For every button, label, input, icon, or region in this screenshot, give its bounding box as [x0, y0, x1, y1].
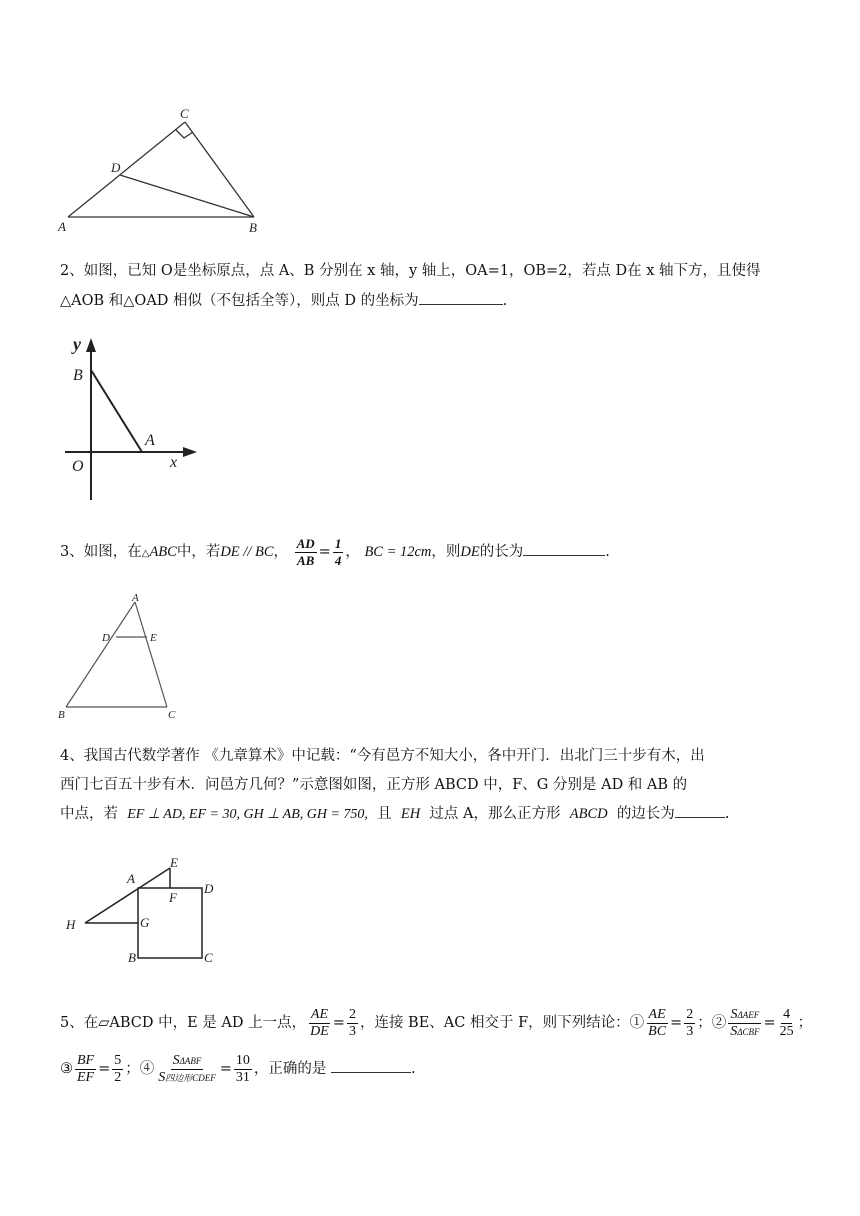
q5-mid: ，连接 BE、AC 相交于 F，则下列结论：① [359, 1015, 645, 1031]
fraction-area-aef-cbf: $\frac{\text{SΔAEF}}{\text{SΔCBF}}$ [730, 1006, 760, 1039]
q4-eh: EH [400, 806, 421, 822]
segment-ba [91, 370, 142, 452]
q3-tail: ，则 [431, 544, 461, 560]
q4-text-g: 的边长为 [616, 806, 675, 822]
label-d: D [102, 632, 110, 644]
q3-mid: 中，若 [176, 544, 221, 560]
right-angle-mark [176, 130, 193, 138]
q3-parallel: DE // BC [220, 544, 274, 560]
figure-3-triangle [50, 590, 200, 725]
fraction-ae-bc: $\frac{AE}{BC}$ [648, 1006, 667, 1039]
label-b: B [128, 950, 136, 965]
label-e: E [150, 632, 157, 644]
label-c: C [180, 106, 189, 121]
fraction-five-halves: $\frac{5}{2}$ [114, 1052, 122, 1085]
label-g: G [140, 915, 150, 930]
question-4-line-1: 4、我国古代数学著作 《九章算术》中记载：“今有邑方不知大小，各中开门．出北门三十步有木，出 [60, 748, 705, 764]
q5-sep2: ；② [697, 1015, 727, 1031]
period: . [605, 544, 610, 560]
answer-blank[interactable] [419, 288, 503, 305]
q5-tail: ，正确的是 [253, 1061, 327, 1077]
q3-eq: = [318, 544, 331, 560]
q5-prefix: 5、在▱ABCD 中，E 是 AD 上一点， [60, 1015, 307, 1031]
question-4-line-3 [60, 800, 805, 829]
q4-text-a: 中点，若 [60, 806, 118, 822]
segment-ab [66, 602, 135, 707]
fraction-one-quarter: $\frac{1}{4}$ [334, 535, 342, 568]
segment-ac [135, 602, 167, 707]
figure-2-coordinates [55, 330, 215, 510]
q4-conditions: EF ⊥ AD, EF = 30, GH ⊥ AB, GH = 750, [127, 807, 368, 822]
small-triangle-icon: △ [141, 548, 150, 559]
question-2 [60, 256, 805, 316]
q3-de: DE [460, 544, 480, 560]
label-b: B [249, 220, 257, 235]
period: . [724, 806, 730, 822]
fraction-ad-ab: $\frac{AD}{AB}$ [296, 535, 315, 568]
fraction-bf-ef: $\frac{BF}{EF}$ [77, 1052, 95, 1085]
y-axis-arrow-icon [86, 338, 96, 352]
figure-4-square [60, 850, 230, 970]
segment-ac [68, 122, 185, 217]
q3-prefix: 3、如图，在 [60, 544, 142, 560]
label-d: D [111, 160, 121, 175]
segment-cb [185, 122, 254, 217]
q4-abcd: ABCD [569, 806, 608, 822]
label-x: x [170, 454, 178, 471]
fraction-two-thirds: $\frac{2}{3}$ [686, 1006, 694, 1039]
answer-blank[interactable] [523, 539, 605, 556]
q3-tail2: 的长为 [479, 544, 524, 560]
label-a: A [145, 432, 155, 449]
period: . [502, 293, 508, 309]
q3-bc: BC = 12cm [364, 544, 432, 560]
x-axis-arrow-icon [183, 447, 197, 457]
period: . [411, 1061, 416, 1077]
question-5-line-2: ③ $\frac{BF}{EF}$ = $\frac{5}{2}$ ；④ $\frac{\text{SΔABF}}{\text{S四边形CDEF}}$ = $\frac{10}{31}$ ，正确的是 . [60, 1052, 416, 1085]
label-f: F [169, 890, 177, 905]
question-4-line-2: 西门七百五十步有木．问邑方几何？”示意图如图，正方形 ABCD 中，F、G 分别是 AD 和 AB 的 [60, 777, 688, 793]
fraction-ten-31: $\frac{10}{31}$ [235, 1052, 250, 1085]
label-y: y [73, 334, 81, 354]
label-e: E [170, 855, 178, 870]
label-o: O [72, 458, 84, 475]
q5-c3: ③ [60, 1061, 73, 1077]
label-a: A [132, 592, 139, 604]
question-2-text: △AOB 和△OAD 相似（不包括全等），则点 D 的坐标为 [60, 293, 419, 309]
question-5 [60, 1000, 813, 1092]
fraction-area-abf-cdef: $\frac{\text{SΔABF}}{\text{S四边形CDEF}}$ [158, 1052, 216, 1085]
question-2-line-2 [60, 286, 805, 316]
q3-triangle: ABC [149, 544, 177, 560]
label-b: B [58, 709, 65, 721]
answer-blank[interactable] [675, 801, 725, 818]
label-c: C [168, 709, 176, 721]
question-5-line-1: 5、在▱ABCD 中，E 是 AD 上一点， $\frac{AE}{DE}$ = $\frac{2}{3}$ ，连接 BE、AC 相交于 F，则下列结论：① $\frac{AE}{BC}$ = $\frac{2}{3}$ ；② $\frac{\text{SΔAEF}}{\text{SΔCBF}}$ = $\frac{4}{25}$ ； [60, 1006, 813, 1039]
question-3: 3、如图，在△ABC中，若DE // BC， $\frac{AD}{AB}$ = $\frac{1}{4}$ ， BC = 12cm，则DE的长为 . [60, 535, 610, 568]
label-b: B [73, 367, 83, 384]
q4-text-c: 且 [377, 806, 392, 822]
q4-text-e: 过点 A，那么正方形 [429, 806, 561, 822]
fraction-ae-de: $\frac{AE}{DE}$ [310, 1006, 329, 1039]
fraction-four-25: $\frac{4}{25}$ [779, 1006, 794, 1039]
question-4 [60, 742, 805, 829]
q5-sep4: ；④ [125, 1061, 155, 1077]
label-a: A [127, 871, 135, 886]
label-d: D [204, 881, 214, 896]
segment-db [120, 175, 254, 217]
label-h: H [66, 917, 76, 932]
figure-1-triangle [50, 100, 280, 240]
answer-blank[interactable] [331, 1056, 411, 1073]
label-a: A [58, 219, 66, 234]
question-2-line-1: 2、如图，已知 O是坐标原点，点 A、B 分别在 x 轴，y 轴上，OA=1，OB=2，若点 D在 x 轴下方，且使得 [60, 263, 761, 279]
label-c: C [204, 950, 213, 965]
fraction-two-thirds: $\frac{2}{3}$ [348, 1006, 356, 1039]
q5-sep3: ； [797, 1015, 813, 1031]
